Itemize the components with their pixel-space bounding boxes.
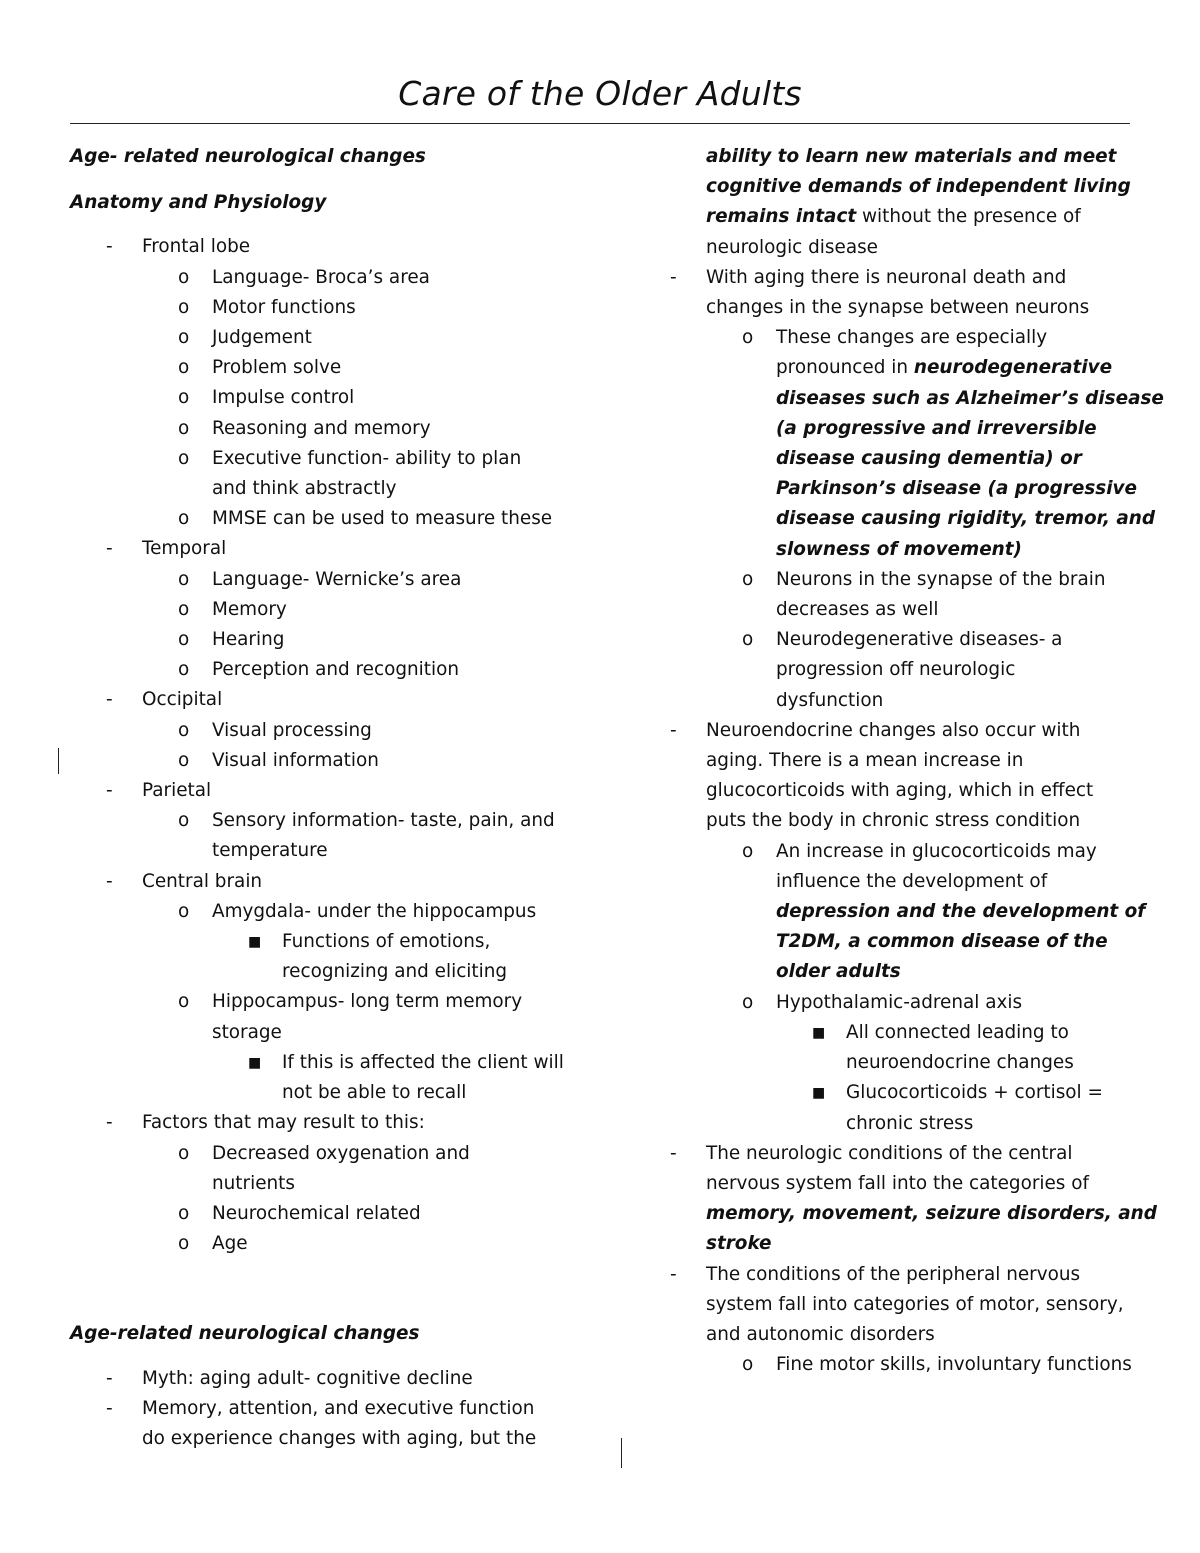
- list-item-continuation: pronounced in neurodegenerative: [776, 357, 1113, 379]
- list-item-continuation: stroke: [706, 1233, 772, 1255]
- list-item: - Factors that may result to this:: [106, 1112, 425, 1134]
- page-title: Care of the Older Adults: [398, 74, 802, 113]
- list-item: o Hypothalamic-adrenal axis: [742, 991, 1023, 1013]
- list-item-continuation: disease causing rigidity, tremor, and: [776, 508, 1156, 530]
- list-item: o Problem solve: [178, 357, 342, 379]
- list-item-continuation: disease causing dementia) or: [776, 448, 1082, 470]
- section-heading: Age-related neurological changes: [70, 1323, 420, 1345]
- text-cursor: [621, 1438, 622, 1468]
- subsection-heading: Anatomy and Physiology: [70, 192, 327, 214]
- list-item-continuation: ability to learn new materials and meet: [706, 146, 1117, 167]
- list-item: o Neurodegenerative diseases- a: [742, 629, 1063, 651]
- list-item: o Reasoning and memory: [178, 417, 431, 439]
- list-item-continuation: and autonomic disorders: [706, 1323, 935, 1345]
- list-item-continuation: dysfunction: [776, 689, 884, 711]
- list-item-continuation: not be able to recall: [282, 1082, 467, 1104]
- list-item-continuation: nervous system fall into the categories of: [706, 1172, 1089, 1194]
- list-item: ■ Glucocorticoids + cortisol =: [812, 1082, 1103, 1104]
- list-item: - Memory, attention, and executive function: [106, 1397, 535, 1419]
- list-item: o Amygdala- under the hippocampus: [178, 900, 537, 922]
- list-item: - Central brain: [106, 870, 263, 892]
- list-item-continuation: memory, movement, seizure disorders, and: [706, 1203, 1157, 1225]
- list-item-continuation: puts the body in chronic stress condition: [706, 810, 1081, 832]
- text-cursor: [58, 748, 59, 774]
- list-item-continuation: slowness of movement): [776, 538, 1022, 560]
- list-item-continuation: cognitive demands of independent living: [706, 176, 1131, 198]
- list-item-continuation: chronic stress: [846, 1112, 974, 1134]
- list-item-continuation: progression off neurologic: [776, 659, 1016, 681]
- section-heading: Age- related neurological changes: [70, 146, 426, 167]
- list-item: o Language- Broca’s area: [178, 266, 430, 288]
- list-item-continuation: influence the development of: [776, 870, 1048, 892]
- list-item-continuation: system fall into categories of motor, sensory,: [706, 1293, 1124, 1315]
- list-item: - Parietal: [106, 780, 212, 802]
- list-item: o Executive function- ability to plan: [178, 447, 522, 469]
- list-item-continuation: neurologic disease: [706, 236, 878, 258]
- list-item: - Myth: aging adult- cognitive decline: [106, 1367, 473, 1389]
- list-item: o Motor functions: [178, 296, 356, 318]
- list-item-continuation: changes in the synapse between neurons: [706, 297, 1090, 319]
- list-item: - Neuroendocrine changes also occur with: [670, 719, 1081, 741]
- list-item: o Decreased oxygenation and: [178, 1142, 470, 1164]
- list-item: o Impulse control: [178, 387, 355, 409]
- list-item-continuation: neuroendocrine changes: [846, 1052, 1074, 1074]
- list-item: o Age: [178, 1233, 248, 1255]
- list-item: o MMSE can be used to measure these: [178, 508, 553, 530]
- list-item-continuation: nutrients: [212, 1172, 295, 1194]
- list-item: - Temporal: [106, 538, 227, 560]
- list-item-continuation: decreases as well: [776, 599, 939, 621]
- list-item-continuation: aging. There is a mean increase in: [706, 750, 1024, 772]
- list-item: o Visual processing: [178, 719, 372, 741]
- list-item: o Hippocampus- long term memory: [178, 991, 523, 1013]
- list-item-continuation: depression and the development of: [776, 901, 1146, 923]
- list-item: - The neurologic conditions of the central: [670, 1142, 1073, 1164]
- list-item: o Visual information: [178, 749, 379, 771]
- list-item: - The conditions of the peripheral nervous: [670, 1263, 1081, 1285]
- list-item-continuation: older adults: [776, 961, 901, 983]
- list-item-continuation: (a progressive and irreversible: [776, 417, 1097, 439]
- list-item-continuation: storage: [212, 1021, 282, 1043]
- list-item: o An increase in glucocorticoids may: [742, 840, 1097, 862]
- title-rule: [70, 123, 1130, 124]
- list-item: o These changes are especially: [742, 327, 1048, 349]
- list-item-continuation: remains intact without the presence of: [706, 206, 1081, 228]
- list-item: o Perception and recognition: [178, 659, 460, 681]
- list-item-continuation: diseases such as Alzheimer’s disease: [776, 387, 1164, 409]
- right-column: [668, 142, 1164, 1380]
- list-item-continuation: do experience changes with aging, but the: [142, 1427, 537, 1449]
- list-item: ■ If this is affected the client will: [248, 1051, 564, 1073]
- list-item-continuation: Parkinson’s disease (a progressive: [776, 478, 1137, 500]
- list-item: o Sensory information- taste, pain, and: [178, 810, 555, 832]
- list-item: o Hearing: [178, 629, 285, 651]
- list-item-continuation: glucocorticoids with aging, which in effect: [706, 780, 1094, 802]
- list-item: o Language- Wernicke’s area: [178, 568, 462, 590]
- list-item: o Neurochemical related: [178, 1202, 421, 1224]
- list-item-continuation: temperature: [212, 840, 328, 862]
- list-item: - Occipital: [106, 689, 223, 711]
- list-item: ■ All connected leading to: [812, 1021, 1069, 1043]
- left-column: [70, 142, 590, 1454]
- list-item: ■ Functions of emotions,: [248, 931, 491, 953]
- list-item-continuation: and think abstractly: [212, 478, 397, 500]
- list-item: o Fine motor skills, involuntary functions: [742, 1354, 1132, 1376]
- list-item-continuation: T2DM, a common disease of the: [776, 931, 1108, 953]
- list-item: o Judgement: [178, 327, 312, 349]
- list-item: o Memory: [178, 598, 287, 620]
- list-item: - Frontal lobe: [106, 236, 251, 258]
- list-item-continuation: recognizing and eliciting: [282, 961, 508, 983]
- list-item: o Neurons in the synapse of the brain: [742, 568, 1106, 590]
- list-item: - With aging there is neuronal death and: [670, 266, 1067, 288]
